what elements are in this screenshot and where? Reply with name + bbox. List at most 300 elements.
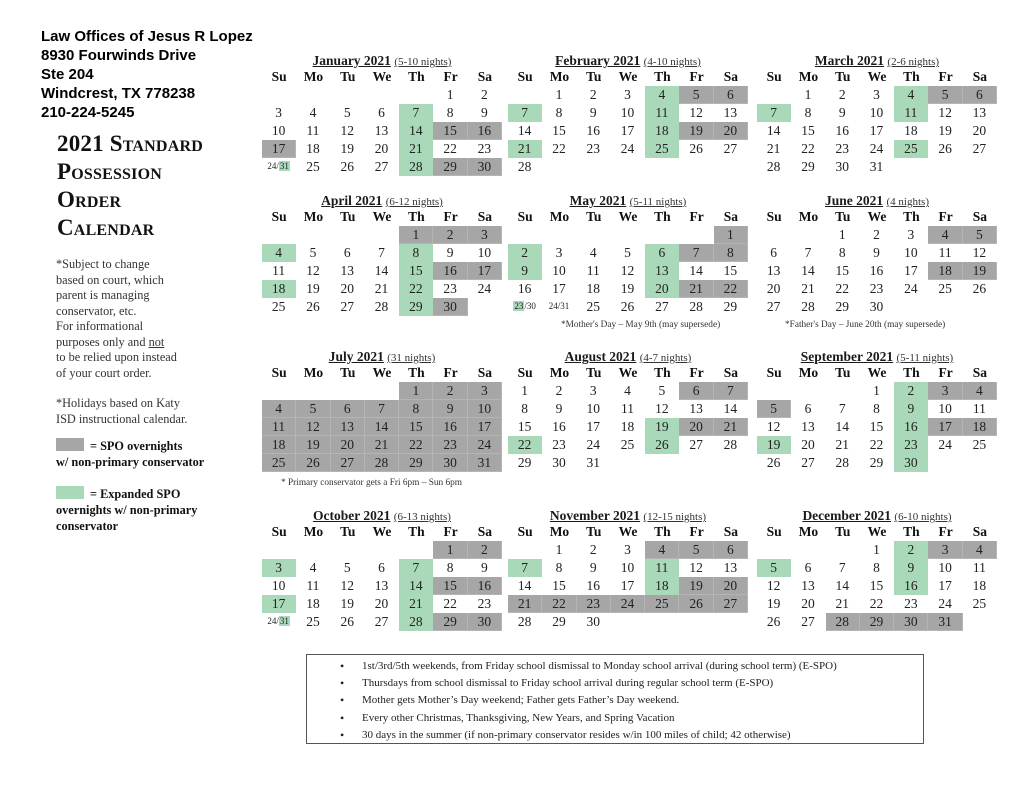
day-cell: 10: [620, 105, 635, 120]
expanded-spo-day: 7: [508, 104, 542, 122]
expanded-spo-day: 11: [645, 559, 679, 577]
empty-day-cell: [331, 86, 365, 104]
day-cell: 26: [620, 299, 635, 314]
spo-overnight-day: 27: [331, 454, 365, 472]
month-calendar: [757, 349, 997, 472]
day-cell: 17: [869, 123, 884, 138]
weekday-header: Sa: [477, 209, 493, 224]
empty-day-cell: [331, 226, 365, 244]
day-cell: 13: [766, 263, 781, 278]
month-title: [508, 508, 748, 523]
note-line: conservator, etc.: [56, 303, 137, 318]
expanded-spo-day: 18: [262, 280, 296, 298]
day-cell: 11: [586, 263, 600, 278]
weekday-header: We: [867, 524, 887, 539]
day-cell: 1: [555, 87, 563, 102]
rule-item: • 30 days in the summer (if non-primary conservator resides w/in 100 miles of child; 42 otherwise): [335, 727, 923, 744]
expanded-spo-day: 16: [894, 418, 928, 436]
month-name: January 2021: [312, 53, 391, 68]
day-cell: 17: [904, 263, 918, 278]
day-cell: 24: [938, 437, 952, 452]
day-cell: 18: [586, 281, 600, 296]
expanded-spo-day: 15: [399, 262, 433, 280]
spo-overnight-day: 24: [468, 436, 502, 454]
day-cell: 6: [343, 245, 351, 260]
weekday-header: Tu: [340, 209, 356, 224]
spo-overnight-day: 18: [928, 262, 962, 280]
weekday-header: Fr: [443, 209, 458, 224]
day-cell: 15: [835, 263, 849, 278]
weekday-header: Th: [903, 69, 920, 84]
day-cell: 17: [586, 419, 600, 434]
law-office-header: [41, 27, 253, 122]
spo-overnight-day: 16: [468, 577, 502, 595]
spo-overnight-day: 2: [433, 382, 467, 400]
day-cell: 29: [835, 299, 849, 314]
weekday-header: Mo: [303, 69, 324, 84]
spo-overnight-day: 16: [433, 262, 467, 280]
day-cell: 30: [586, 614, 600, 629]
day-cell: 22: [552, 141, 566, 156]
month-title: [757, 508, 997, 523]
day-cell: 1: [873, 542, 880, 557]
day-cell: 31: [586, 455, 600, 470]
day-cell: 2: [481, 87, 488, 102]
spo-overnight-day: 4: [645, 541, 679, 559]
day-cell: 17: [938, 578, 952, 593]
expanded-spo-day: 22: [508, 436, 542, 454]
spo-overnight-day: 11: [262, 418, 296, 436]
note-text: purposes only and: [56, 334, 149, 349]
day-cell: 10: [477, 245, 492, 260]
weekday-header: We: [372, 69, 392, 84]
weekday-header: Tu: [835, 69, 851, 84]
expanded-spo-day: 18: [645, 577, 679, 595]
weekday-header: Th: [654, 209, 671, 224]
day-cell: 28: [723, 437, 738, 452]
day-cell: 3: [907, 227, 915, 242]
day-cell: 25: [306, 159, 320, 174]
expanded-spo-day: 2: [894, 382, 928, 400]
day-cell: 20: [374, 596, 389, 611]
weekday-header: Fr: [689, 524, 704, 539]
day-cell: 12: [620, 263, 635, 278]
day-cell: 15: [869, 419, 884, 434]
expanded-spo-day: 7: [508, 559, 542, 577]
note-line: [56, 335, 246, 351]
legend-expanded-spo: [56, 486, 256, 534]
weekday-header: Mo: [798, 69, 819, 84]
day-cell: 8: [446, 560, 454, 575]
title-line: Calendar: [57, 215, 155, 240]
expanded-spo-day: 23: [894, 436, 928, 454]
day-cell: 16: [835, 123, 849, 138]
spo-overnight-day: 3: [928, 382, 962, 400]
empty-day-cell: [757, 226, 791, 244]
spo-overnight-day: 8: [714, 244, 748, 262]
expanded-spo-day: 16: [894, 577, 928, 595]
empty-day-cell: [365, 226, 399, 244]
day-cell: 27: [374, 159, 389, 174]
empty-day-cell: [508, 541, 542, 559]
expanded-spo-day: 25: [894, 140, 928, 158]
day-cell: 27: [766, 299, 781, 314]
day-cell: 11: [306, 578, 320, 593]
spo-overnight-day: 31: [928, 613, 962, 631]
day-cell: 10: [904, 245, 918, 260]
day-cell: 14: [801, 263, 815, 278]
day-cell: 4: [309, 105, 317, 120]
day-cell: 17: [620, 578, 635, 593]
rule-item: • Mother gets Mother’s Day weekend; Father gets Father’s Day weekend.: [335, 692, 923, 709]
month-calendar: [262, 53, 502, 176]
weekday-header: Tu: [835, 365, 851, 380]
spo-overnight-day: 3: [468, 382, 502, 400]
office-address-line1: 8930 Fourwinds Drive: [41, 47, 197, 64]
expanded-spo-day: 2: [894, 541, 928, 559]
weekday-header: Su: [766, 524, 782, 539]
day-cell: 13: [340, 263, 354, 278]
month-footnote: *Father's Day – June 20th (may supersede): [785, 320, 946, 330]
weekday-header: Mo: [798, 524, 819, 539]
day-cell: 10: [271, 123, 286, 138]
day-cell: 2: [838, 87, 846, 102]
day-cell: 10: [620, 560, 635, 575]
spo-overnight-day: 5: [757, 400, 791, 418]
title-line: Possession: [57, 159, 162, 184]
day-cell: 11: [972, 560, 986, 575]
green-swatch-icon: [56, 486, 84, 499]
day-cell: 18: [306, 596, 320, 611]
weekday-header: Sa: [723, 209, 739, 224]
empty-day-cell: [679, 226, 713, 244]
day-cell: 14: [723, 401, 738, 416]
empty-day-cell: [645, 226, 679, 244]
expanded-spo-day: 14: [399, 577, 433, 595]
month-calendar: [262, 508, 502, 631]
spo-overnight-day: 17: [928, 418, 962, 436]
day-cell: 27: [723, 141, 738, 156]
weekday-header: Th: [654, 524, 671, 539]
expanded-spo-day: 21: [508, 140, 542, 158]
weekday-header: Tu: [340, 365, 356, 380]
spo-overnight-day: 5: [963, 226, 997, 244]
day-cell: 6: [804, 560, 812, 575]
spo-overnight-day: 9: [433, 400, 467, 418]
day-cell: 8: [873, 560, 880, 575]
empty-day-cell: [296, 226, 330, 244]
day-cell: 8: [804, 105, 812, 120]
day-cell: 9: [589, 560, 597, 575]
spo-overnight-day: 3: [468, 226, 502, 244]
day-cell: 2: [589, 87, 597, 102]
day-cell: 15: [517, 419, 532, 434]
day-cell: 13: [723, 560, 738, 575]
document-title: [57, 130, 203, 242]
month-grid: [508, 523, 748, 631]
expanded-spo-day: 17: [262, 595, 296, 613]
weekday-header: Su: [271, 365, 287, 380]
month-title: [757, 53, 997, 68]
month-title: [757, 193, 997, 208]
spo-overnight-day: 28: [365, 454, 399, 472]
spo-overnight-day: 2: [468, 541, 502, 559]
day-cell: 3: [555, 245, 563, 260]
day-cell: 19: [620, 281, 635, 296]
weekday-header: Fr: [443, 524, 458, 539]
month-calendar: [757, 508, 997, 631]
spo-overnight-day: 30: [468, 158, 502, 176]
spo-overnight-day: 21: [365, 436, 399, 454]
weekday-header: Su: [517, 209, 533, 224]
gray-swatch-icon: [56, 438, 84, 451]
day-cell: 1: [873, 383, 880, 398]
rule-item: • 1st/3rd/5th weekends, from Friday school dismissal to Monday school arrival (during school term) (E-SPO): [335, 658, 923, 675]
day-cell: 28: [835, 455, 849, 470]
spo-overnight-day: 29: [399, 454, 433, 472]
rule-item: • Every other Christmas, Thanksgiving, New Years, and Spring Vacation: [335, 710, 923, 727]
day-cell: 29: [723, 299, 738, 314]
weekday-header: Mo: [798, 365, 819, 380]
month-name: November 2021: [549, 508, 641, 523]
expanded-spo-day: 4: [645, 86, 679, 104]
day-cell: 12: [340, 123, 354, 138]
day-cell: 13: [972, 105, 987, 120]
weekday-header: Su: [271, 209, 287, 224]
day-cell: 10: [271, 578, 286, 593]
month-name: April 2021: [321, 193, 383, 208]
day-cell: 27: [801, 455, 815, 470]
day-cell: 24: [586, 437, 600, 452]
day-cell: 11: [272, 263, 286, 278]
day-cell: 18: [306, 141, 320, 156]
day-cell: 12: [766, 578, 781, 593]
day-cell: 19: [766, 596, 781, 611]
spo-overnight-day: 30: [433, 454, 467, 472]
day-cell: 29: [869, 455, 884, 470]
day-cell: 14: [517, 578, 532, 593]
weekday-header: Th: [903, 365, 920, 380]
spo-overnight-day: 15: [433, 577, 467, 595]
office-city: Windcrest, TX 778238: [41, 85, 196, 102]
day-cell: 13: [723, 105, 738, 120]
day-cell: 25: [306, 614, 320, 629]
spo-overnight-day: 7: [714, 382, 748, 400]
split-day-cell: 24/31: [267, 616, 289, 626]
month-title: [757, 349, 997, 364]
month-grid: [508, 364, 748, 472]
day-cell: 28: [517, 614, 532, 629]
day-cell: 28: [517, 159, 532, 174]
expanded-spo-day: 3: [262, 559, 296, 577]
empty-day-cell: [611, 226, 645, 244]
spo-overnight-day: 17: [468, 418, 502, 436]
day-cell: 29: [801, 159, 815, 174]
day-cell: 6: [378, 560, 385, 575]
empty-day-cell: [791, 226, 825, 244]
empty-day-cell: [262, 226, 296, 244]
spo-overnight-day: 20: [714, 577, 748, 595]
day-cell: 15: [723, 263, 738, 278]
day-cell: 25: [620, 437, 635, 452]
day-cell: 12: [766, 419, 781, 434]
day-cell: 23: [443, 281, 457, 296]
note-line: For informational: [56, 319, 144, 333]
empty-day-cell: [577, 226, 611, 244]
spo-overnight-day: 16: [433, 418, 467, 436]
day-cell: 4: [309, 560, 317, 575]
day-cell: 13: [374, 123, 389, 138]
spo-overnight-day: 25: [262, 454, 296, 472]
spo-overnight-day: 17: [468, 262, 502, 280]
spo-overnight-day: 29: [433, 158, 467, 176]
day-cell: 12: [306, 263, 320, 278]
month-nights: (5-10 nights): [394, 56, 452, 68]
day-cell: 21: [374, 281, 389, 296]
day-cell: 16: [552, 419, 566, 434]
weekday-header: Fr: [443, 365, 458, 380]
day-cell: 22: [443, 596, 457, 611]
day-cell: 27: [655, 299, 669, 314]
spo-overnight-day: 12: [296, 418, 330, 436]
empty-day-cell: [331, 382, 365, 400]
weekday-header: Sa: [477, 524, 493, 539]
day-cell: 14: [766, 123, 781, 138]
office-name: Law Offices of Jesus R Lopez: [41, 28, 253, 45]
day-cell: 13: [689, 401, 703, 416]
month-nights: (6-12 nights): [385, 196, 443, 208]
day-cell: 1: [804, 87, 812, 102]
month-name: July 2021: [328, 349, 384, 364]
day-cell: 26: [972, 281, 987, 296]
month-calendar: [508, 193, 748, 316]
spo-overnight-day: 18: [262, 436, 296, 454]
weekday-header: Su: [517, 365, 533, 380]
day-cell: 27: [972, 141, 987, 156]
day-cell: 11: [972, 401, 986, 416]
expanded-spo-day: 21: [399, 595, 433, 613]
day-cell: 12: [340, 578, 354, 593]
day-cell: 5: [624, 245, 631, 260]
weekday-header: Th: [408, 69, 425, 84]
possession-rules-box: [306, 654, 924, 744]
day-cell: 24: [904, 281, 918, 296]
month-title: [508, 349, 748, 364]
day-cell: 9: [873, 245, 880, 260]
month-grid: [262, 523, 502, 631]
day-cell: 8: [555, 560, 563, 575]
day-cell: 23: [477, 141, 492, 156]
day-cell: 2: [589, 542, 597, 557]
note-line: to be relied upon instead: [56, 350, 177, 364]
month-name: August 2021: [564, 349, 637, 364]
day-cell: 29: [517, 455, 532, 470]
expanded-spo-day: 9: [894, 400, 928, 418]
spo-overnight-day: 22: [399, 436, 433, 454]
weekday-header: Th: [408, 365, 425, 380]
spo-overnight-day: 21: [679, 280, 713, 298]
spo-overnight-day: 5: [679, 86, 713, 104]
spo-overnight-day: 4: [963, 541, 997, 559]
day-cell: 12: [972, 245, 987, 260]
weekday-header: Su: [766, 209, 782, 224]
month-calendar: [757, 193, 997, 316]
weekday-header: Fr: [689, 69, 704, 84]
weekday-header: Fr: [938, 209, 953, 224]
legend-label: = Expanded SPO: [90, 487, 181, 501]
day-cell: 26: [766, 614, 781, 629]
empty-day-cell: [331, 541, 365, 559]
month-title: [262, 349, 502, 364]
day-cell: 24: [477, 281, 492, 296]
office-phone: 210-224-5245: [41, 104, 135, 121]
spo-overnight-day: 18: [963, 418, 997, 436]
expanded-spo-day: 9: [508, 262, 542, 280]
spo-overnight-day: 2: [433, 226, 467, 244]
day-cell: 27: [689, 437, 703, 452]
day-cell: 25: [938, 281, 952, 296]
rule-item: • Thursdays from school dismissal to Friday school arrival during regular school term (E-SPO): [335, 675, 923, 692]
month-title: [262, 53, 502, 68]
weekday-header: Su: [517, 69, 533, 84]
day-cell: 9: [481, 105, 488, 120]
spo-overnight-day: 16: [468, 122, 502, 140]
expanded-spo-day: 6: [645, 244, 679, 262]
day-cell: 24: [620, 141, 635, 156]
day-cell: 16: [517, 281, 532, 296]
office-address-line2: Ste 204: [41, 66, 94, 83]
day-cell: 8: [521, 401, 529, 416]
spo-overnight-day: 22: [714, 280, 748, 298]
month-calendar: [508, 53, 748, 176]
day-cell: 1: [555, 542, 563, 557]
month-name: June 2021: [825, 193, 884, 208]
month-nights: (4-10 nights): [643, 56, 701, 68]
month-nights: (4 nights): [886, 196, 929, 208]
day-cell: 9: [446, 245, 454, 260]
weekday-header: Su: [766, 365, 782, 380]
day-cell: 15: [552, 123, 566, 138]
weekday-header: Sa: [972, 69, 988, 84]
day-cell: 1: [521, 383, 529, 398]
day-cell: 25: [972, 437, 987, 452]
empty-day-cell: [296, 382, 330, 400]
spo-overnight-day: 5: [296, 400, 330, 418]
day-cell: 19: [938, 123, 952, 138]
month-title: [262, 193, 502, 208]
day-cell: 12: [689, 560, 703, 575]
day-cell: 7: [804, 245, 812, 260]
legend-label: overnights w/ non-primary: [56, 503, 198, 517]
disclaimer-notes: [56, 257, 246, 427]
day-cell: 20: [972, 123, 987, 138]
spo-overnight-day: 21: [714, 418, 748, 436]
spo-overnight-day: 6: [714, 86, 748, 104]
day-cell: 9: [589, 105, 597, 120]
weekday-header: Sa: [477, 365, 493, 380]
spo-overnight-day: 6: [331, 400, 365, 418]
day-cell: 21: [835, 596, 849, 611]
day-cell: 3: [589, 383, 597, 398]
expanded-spo-day: 20: [645, 280, 679, 298]
day-cell: 25: [271, 299, 286, 314]
day-cell: 7: [838, 560, 846, 575]
expanded-spo-day: 4: [262, 244, 296, 262]
day-cell: 20: [766, 281, 781, 296]
day-cell: 22: [443, 141, 457, 156]
expanded-spo-day: 28: [399, 158, 433, 176]
expanded-spo-day: 4: [894, 86, 928, 104]
